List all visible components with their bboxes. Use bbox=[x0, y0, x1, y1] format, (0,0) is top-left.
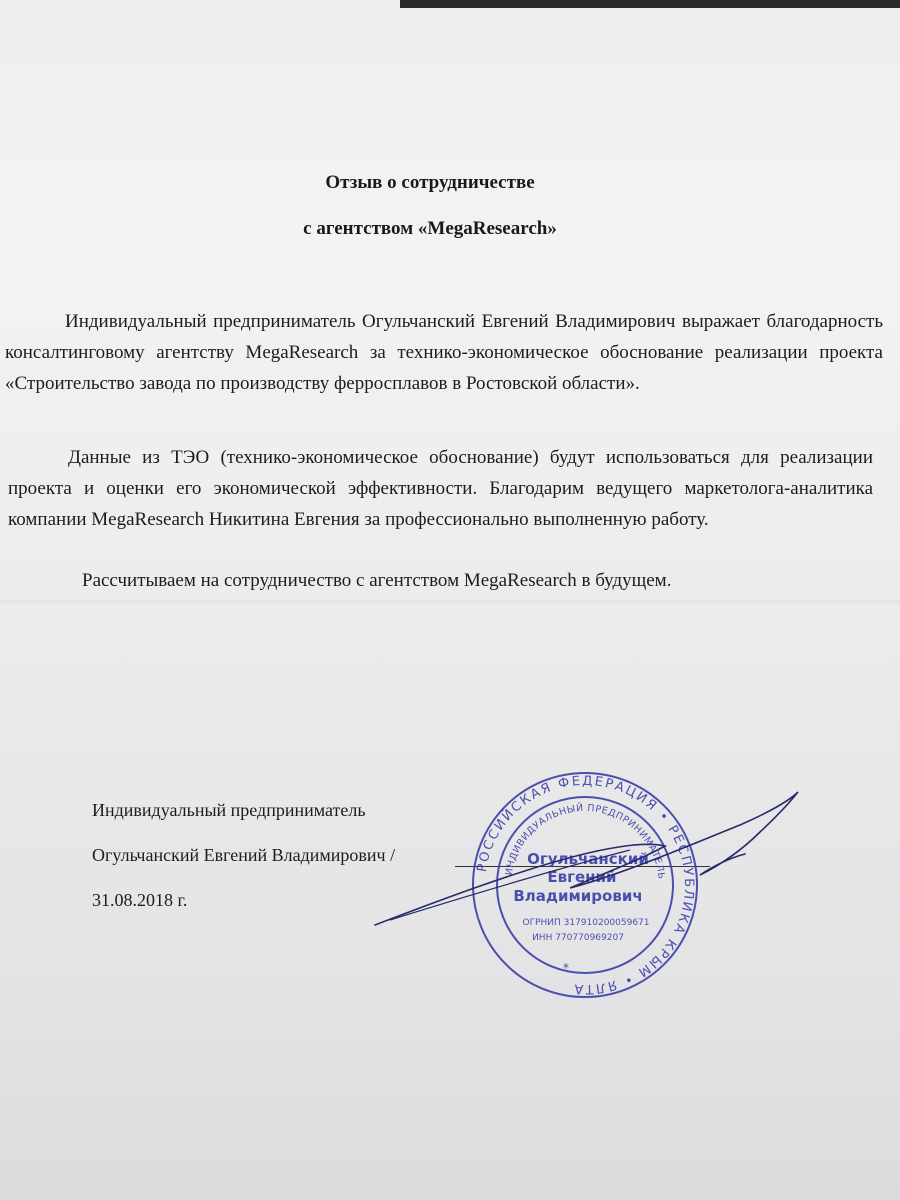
closing-line: Рассчитываем на сотрудничество с агентством MegaResearch в будущем. bbox=[82, 570, 672, 591]
stamp-inn: ИНН 770770969207 bbox=[532, 933, 624, 943]
document-title: Отзыв о сотрудничестве bbox=[325, 172, 535, 193]
paragraph-gratitude: Индивидуальный предприниматель Огульчанский Евгений Владимирович выражает благодарность консалтинговому агентству MegaResearch за технико-экономическое обоснование реализации проекта «Строительство завода по производству ферросплавов в Ростовской области». bbox=[5, 311, 883, 394]
svg-text:*: * bbox=[563, 961, 569, 975]
handwritten-signature bbox=[320, 770, 820, 970]
signer-name: Огульчанский Евгений Владимирович / bbox=[92, 845, 396, 865]
stamp-name-line2: Евгений bbox=[547, 868, 617, 886]
document-subtitle: с агентством «MegaResearch» bbox=[303, 218, 557, 239]
stamp-ogrnip: ОГРНИП 317910200059671 bbox=[522, 918, 650, 928]
stamp-inner-text: ИНДИВИДУАЛЬНЫЙ ПРЕДПРИНИМАТЕЛЬ bbox=[503, 802, 667, 880]
paragraph-usage: Данные из ТЭО (технико-экономическое обоснование) будут использоваться для реализации проекта и оценки его экономической эффективности. Благодарим ведущего маркетолога-аналитика компании MegaResearch Никитина Евгения за профессионально выполненную работу. bbox=[8, 447, 873, 530]
paper-fold bbox=[0, 600, 900, 606]
signature-date: 31.08.2018 г. bbox=[92, 890, 188, 910]
background-strip bbox=[400, 0, 900, 8]
signer-role: Индивидуальный предприниматель bbox=[92, 800, 366, 820]
stamp-outer-text: РОССИЙСКАЯ ФЕДЕРАЦИЯ • РЕСПУБЛИКА КРЫМ • ЯЛТА bbox=[474, 773, 697, 997]
stamp-name-line3: Владимирович bbox=[513, 887, 643, 905]
stamp-name-line1: Огульчанский bbox=[527, 850, 649, 868]
